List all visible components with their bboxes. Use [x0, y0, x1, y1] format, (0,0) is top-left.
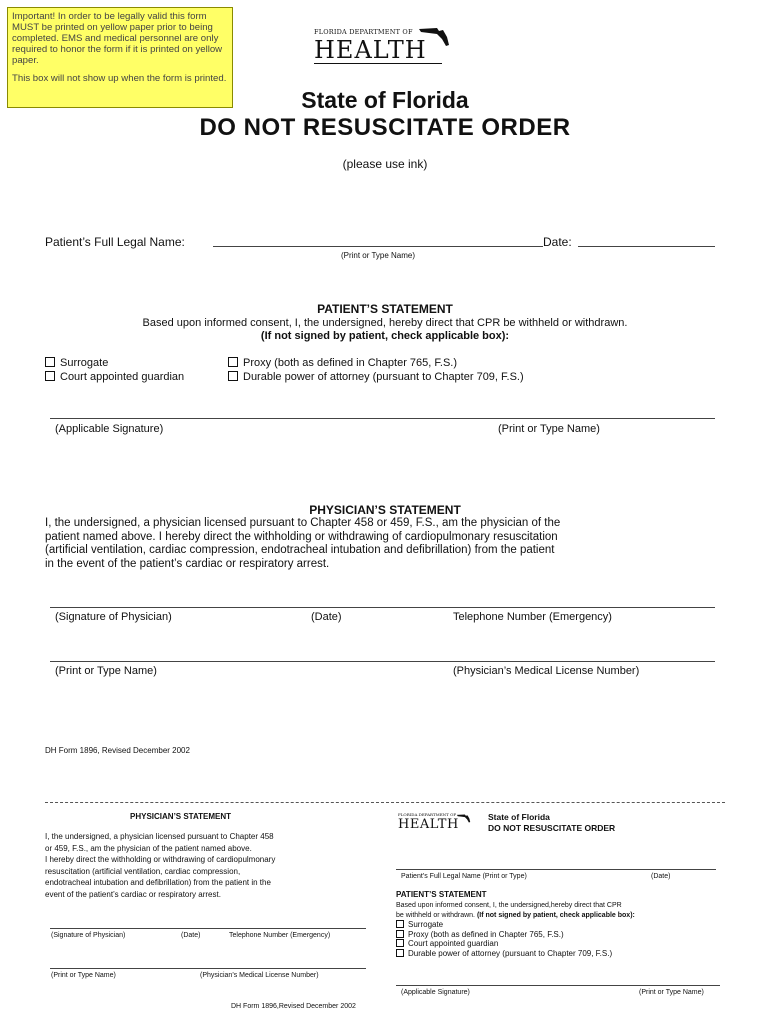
- wallet-physician-name-field[interactable]: [50, 968, 366, 969]
- patients-statement-heading: PATIENT’S STATEMENT: [317, 302, 453, 316]
- patients-statement-body: Based upon informed consent, I, the undersigned, hereby direct that CPR be withheld or withdrawn.: [142, 317, 628, 329]
- physician-print-name-label: (Print or Type Name): [55, 665, 157, 677]
- applicable-signature-label: (Applicable Signature): [55, 423, 164, 435]
- florida-map-icon: [456, 812, 472, 824]
- option-surrogate[interactable]: Surrogate: [45, 357, 108, 369]
- wallet-patients-body: Based upon informed consent, I, the undersigned,hereby direct that CPR be withheld or withdrawn. (If not signed by patient, check applicable box):: [396, 902, 635, 919]
- wallet-patients-heading: PATIENT’S STATEMENT: [396, 890, 487, 899]
- option-court-guardian[interactable]: Court appointed guardian: [45, 371, 184, 383]
- wallet-option-surrogate[interactable]: Surrogate: [396, 920, 612, 930]
- wallet-patient-name-field[interactable]: [396, 869, 716, 870]
- option-durable-poa[interactable]: Durable power of attorney (pursuant to Chapter 709, F.S.): [228, 371, 524, 383]
- patient-name-label: Patient’s Full Legal Name:: [45, 235, 185, 249]
- print-type-note: (Print or Type Name): [340, 251, 416, 260]
- date-field[interactable]: [578, 246, 715, 247]
- checkbox-icon[interactable]: [396, 949, 404, 957]
- checkbox-icon[interactable]: [396, 930, 404, 938]
- emergency-phone-label: Telephone Number (Emergency): [453, 611, 612, 623]
- checkbox-icon[interactable]: [396, 939, 404, 947]
- medical-license-label: (Physician’s Medical License Number): [453, 665, 640, 677]
- option-proxy[interactable]: Proxy (both as defined in Chapter 765, F.S.): [228, 357, 457, 369]
- wallet-physician-signature-field[interactable]: [50, 928, 366, 929]
- wallet-form-number: DH Form 1896,Revised December 2002: [231, 1003, 356, 1010]
- wallet-health-logo: [398, 812, 473, 834]
- logo-department: FLORIDA DEPARTMENT OF: [314, 28, 413, 36]
- use-ink-note: (please use ink): [342, 157, 428, 171]
- wallet-option-proxy[interactable]: Proxy (both as defined in Chapter 765, F.S.): [396, 930, 612, 940]
- florida-health-logo: [314, 28, 454, 66]
- wallet-title-state: State of Florida: [488, 812, 550, 822]
- wallet-physicians-body: I, the undersigned, a physician licensed pursuant to Chapter 458 or 459, F.S., am the physician of the patient named above. I hereby direct the withholding or withdrawing of cardiopulmonary resuscitation (artificial ventilation, cardiac compression, endotracheal intubation and defibrillation) from the patient in the event of the patient’s cardiac or respiratory arrest.: [45, 832, 276, 899]
- patient-name-field[interactable]: [213, 246, 543, 247]
- applicable-signature-field[interactable]: [50, 418, 715, 419]
- notice-text: Important! In order to be legally valid this form MUST be printed on yellow paper prior to being completed. EMS and medical personnel are only required to honor the form if it is printed on yellow paper.: [12, 11, 223, 66]
- wallet-date-label: (Date): [651, 873, 671, 880]
- physician-name-field[interactable]: [50, 661, 715, 662]
- wallet-title-dnr: DO NOT RESUSCITATE ORDER: [488, 823, 616, 833]
- checkbox-icon[interactable]: [45, 371, 55, 381]
- form-number: DH Form 1896, Revised December 2002: [45, 746, 190, 755]
- checkbox-icon[interactable]: [228, 371, 238, 381]
- wallet-license-label: (Physician’s Medical License Number): [200, 972, 319, 979]
- physician-signature-label: (Signature of Physician): [55, 611, 172, 623]
- print-name-label: (Print or Type Name): [498, 423, 600, 435]
- logo-health: HEALTH: [314, 36, 427, 64]
- wallet-patient-name-label: Patient’s Full Legal Name (Print or Type): [401, 873, 527, 880]
- form-title-state: State of Florida: [301, 87, 469, 113]
- physician-date-label: (Date): [311, 611, 342, 623]
- wallet-phone-label: Telephone Number (Emergency): [229, 932, 331, 939]
- physician-signature-field[interactable]: [50, 607, 715, 608]
- wallet-applicable-signature-label: (Applicable Signature): [401, 989, 470, 996]
- checkbox-icon[interactable]: [45, 357, 55, 367]
- wallet-print-name2-label: (Print or Type Name): [639, 989, 704, 996]
- florida-map-icon: [417, 25, 453, 47]
- wallet-physicians-heading: PHYSICIAN’S STATEMENT: [130, 812, 232, 821]
- cut-line: [45, 802, 725, 803]
- date-label: Date:: [543, 235, 572, 249]
- form-title-dnr: DO NOT RESUSCITATE ORDER: [199, 114, 571, 141]
- wallet-physician-signature-label: (Signature of Physician): [51, 932, 126, 939]
- wallet-option-court-guardian[interactable]: Court appointed guardian: [396, 939, 612, 949]
- checkbox-icon[interactable]: [228, 357, 238, 367]
- notice-text-print: This box will not show up when the form is printed.: [12, 73, 227, 84]
- wallet-physician-date-label: (Date): [181, 932, 201, 939]
- checkbox-icon[interactable]: [396, 920, 404, 928]
- wallet-print-name-label: (Print or Type Name): [51, 972, 116, 979]
- patients-statement-instruction: (If not signed by patient, check applicable box):: [260, 330, 510, 342]
- wallet-applicable-signature-field[interactable]: [396, 985, 720, 986]
- wallet-logo-health: HEALTH: [398, 817, 459, 832]
- physicians-statement-body: I, the undersigned, a physician licensed pursuant to Chapter 458 or 459, F.S., am the physician of the patient named above. I hereby direct the withholding or withdrawing of cardiopulmonary resuscitation (artificial ventilation, cardiac compression, endotracheal intubation and defibrillation) from the patient in the event of the patient’s cardiac or respiratory arrest.: [45, 517, 561, 570]
- wallet-options: [396, 920, 612, 958]
- physicians-statement-heading: PHYSICIAN’S STATEMENT: [309, 503, 461, 517]
- wallet-option-durable-poa[interactable]: Durable power of attorney (pursuant to Chapter 709, F.S.): [396, 949, 612, 959]
- wallet-logo-department: FLORIDA DEPARTMENT OF: [398, 812, 457, 817]
